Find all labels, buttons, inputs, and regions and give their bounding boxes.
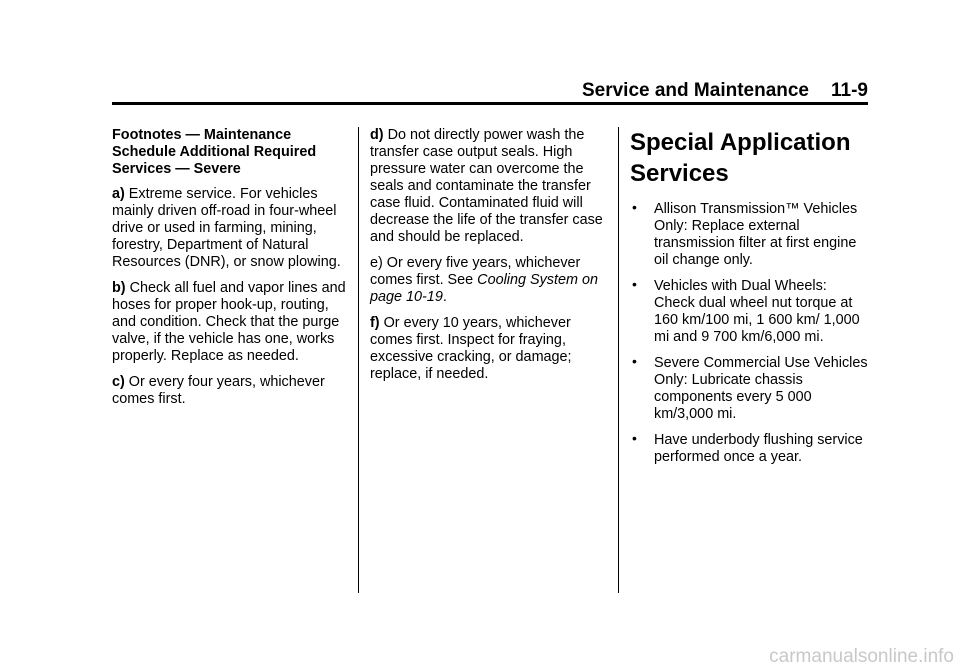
list-item — [630, 355, 870, 423]
header-text — [582, 80, 868, 102]
footnote-label: b) — [112, 280, 126, 296]
list-item — [630, 278, 870, 346]
footnote-text: Or every four years, whichever comes first. — [112, 374, 325, 407]
footnote-b — [112, 280, 352, 365]
list-item-text: Vehicles with Dual Wheels: Check dual wheel nut torque at 160 km/100 mi, 1 600 km/ 1,000 mi and 9 700 km/6,000 mi. — [654, 278, 860, 345]
column-2 — [370, 127, 608, 392]
footnote-text: Or every 10 years, whichever comes first. Inspect for fraying, excessive cracking, or damage; replace, if needed. — [370, 315, 572, 382]
footnotes-heading: Footnotes — Maintenance Schedule Additional Required Services — Severe — [112, 127, 317, 177]
list-item-text: Have underbody flushing service performed once a year. — [654, 432, 863, 465]
header-rule — [112, 102, 868, 105]
bullet-icon: • — [632, 430, 637, 446]
footnote-text: Check all fuel and vapor lines and hoses for proper hook-up, routing, and condition. Check that the purge valve, if the vehicle has one, works properly. Replace as needed. — [112, 280, 346, 364]
cross-reference-link[interactable]: Cooling System on page 10-19 — [370, 272, 598, 305]
footnote-tail: . — [442, 289, 447, 305]
footnote-label: a) — [112, 186, 125, 202]
bullet-icon: • — [632, 353, 637, 369]
list-item-text: Allison Transmission™ Vehicles Only: Replace external transmission filter at first engine oil change only. — [654, 201, 858, 268]
column-divider-2 — [618, 127, 619, 593]
list-item-text: Severe Commercial Use Vehicles Only: Lubricate chassis components every 5 000 km/3,000 mi. — [654, 355, 868, 422]
bullet-icon: • — [632, 276, 637, 292]
footnote-e — [370, 255, 608, 306]
column-3 — [630, 127, 870, 475]
footnote-c — [112, 374, 352, 408]
footnote-f — [370, 315, 608, 383]
column-divider-1 — [358, 127, 359, 593]
page-header — [112, 78, 868, 104]
footnote-label: e) — [370, 255, 383, 271]
footnote-text: Or every five years, whichever comes first. See — [370, 255, 581, 288]
column-1 — [112, 127, 352, 417]
footnote-text: Do not directly power wash the transfer case output seals. High pressure water can overcome the seals and contaminate the transfer case fluid. Contaminated fluid will decrease the life of the transfer case and should be replaced. — [370, 127, 603, 245]
section-title-header: Service and Maintenance — [581, 80, 810, 101]
footnote-d — [370, 127, 608, 246]
footnote-label: c) — [112, 374, 125, 390]
footnote-label: d) — [370, 127, 384, 143]
special-services-title: Special Application Services — [630, 129, 851, 187]
footnote-a — [112, 186, 352, 271]
footnote-text: Extreme service. For vehicles mainly driven off-road in four-wheel drive or used in farming, mining, forestry, Department of Natural Resources (DNR), or snow plowing. — [112, 186, 341, 270]
list-item — [630, 432, 870, 466]
page-number: 11-9 — [831, 80, 868, 101]
watermark-text: carmanualsonline.info — [769, 646, 954, 667]
list-item — [630, 201, 870, 269]
special-services-list — [630, 201, 870, 466]
footnote-label: f) — [370, 315, 380, 331]
bullet-icon: • — [632, 199, 637, 215]
